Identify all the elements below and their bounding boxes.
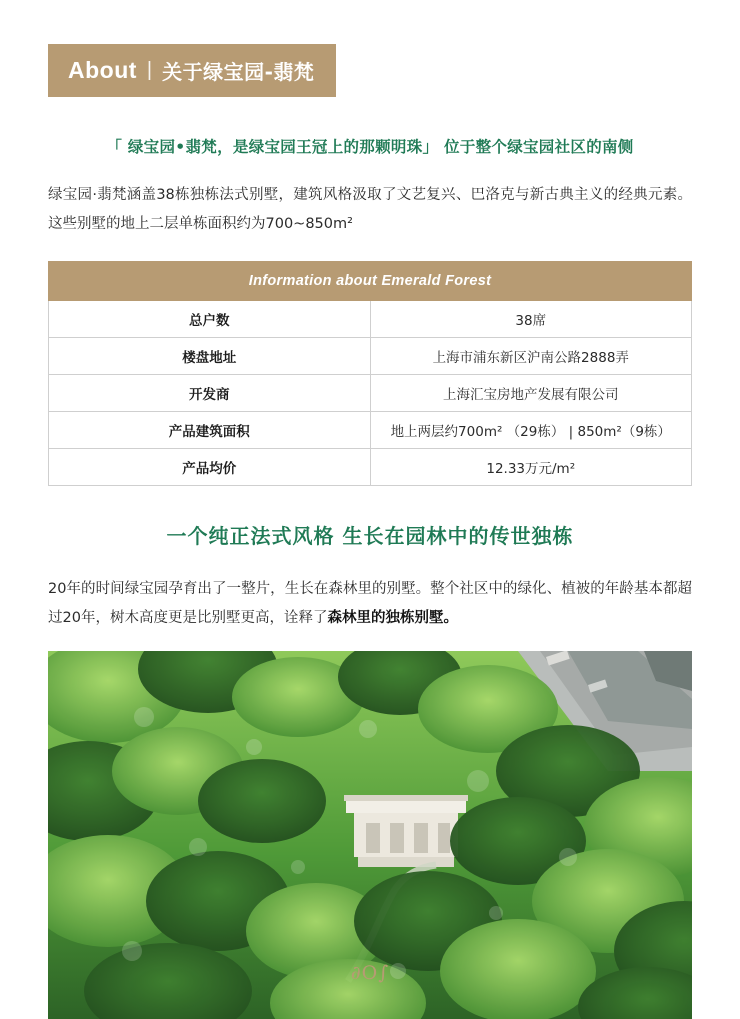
table-row-label: 开发商 — [49, 375, 371, 412]
table-row-label: 总户数 — [49, 301, 371, 338]
information-table — [48, 261, 692, 486]
table-row-label: 楼盘地址 — [49, 338, 371, 375]
section-header-banner — [48, 44, 336, 97]
body-paragraph-part1: 20年的时间绿宝园孕育出了一整片，生长在森林里的别墅。整个社区中的绿化、植被的年龄基本都超过20年，树木高度更是比别墅更高，诠释了 — [48, 581, 692, 626]
table-row — [49, 449, 692, 486]
header-chinese-title: 关于绿宝园-翡梵 — [162, 60, 315, 84]
section-title: 一个纯正法式风格 生长在园林中的传世独栋 — [166, 524, 574, 548]
table-row — [49, 338, 692, 375]
lead-quote: 「 绿宝园•翡梵，是绿宝园王冠上的那颗明珠」 位于整个绿宝园社区的南侧 — [106, 138, 634, 156]
body-paragraph — [48, 575, 692, 633]
header-english-title: About — [68, 57, 137, 83]
footer-ornament: ∂O∫ — [350, 962, 390, 984]
table-row — [49, 301, 692, 338]
table-header-row — [49, 262, 692, 301]
table-title: Information about Emerald Forest — [49, 262, 692, 301]
table-row — [49, 375, 692, 412]
intro-paragraph: 绿宝园·翡梵涵盖38栋独栋法式别墅，建筑风格汲取了文艺复兴、巴洛克与新古典主义的经典元素。这些别墅的地上二层单栋面积约为700~850m² — [48, 187, 692, 232]
body-paragraph-emphasis: 森林里的独栋别墅。 — [327, 610, 458, 626]
table-row-value: 地上两层约700m² （29栋） | 850m²（9栋） — [370, 412, 692, 449]
table-row-value: 上海市浦东新区沪南公路2888弄 — [370, 338, 692, 375]
villa-shape — [344, 795, 468, 867]
table-row — [49, 412, 692, 449]
table-row-label: 产品建筑面积 — [49, 412, 371, 449]
header-separator: | — [146, 59, 153, 81]
table-row-value: 12.33万元/m² — [370, 449, 692, 486]
table-row-value: 上海汇宝房地产发展有限公司 — [370, 375, 692, 412]
table-row-value: 38席 — [370, 301, 692, 338]
table-row-label: 产品均价 — [49, 449, 371, 486]
